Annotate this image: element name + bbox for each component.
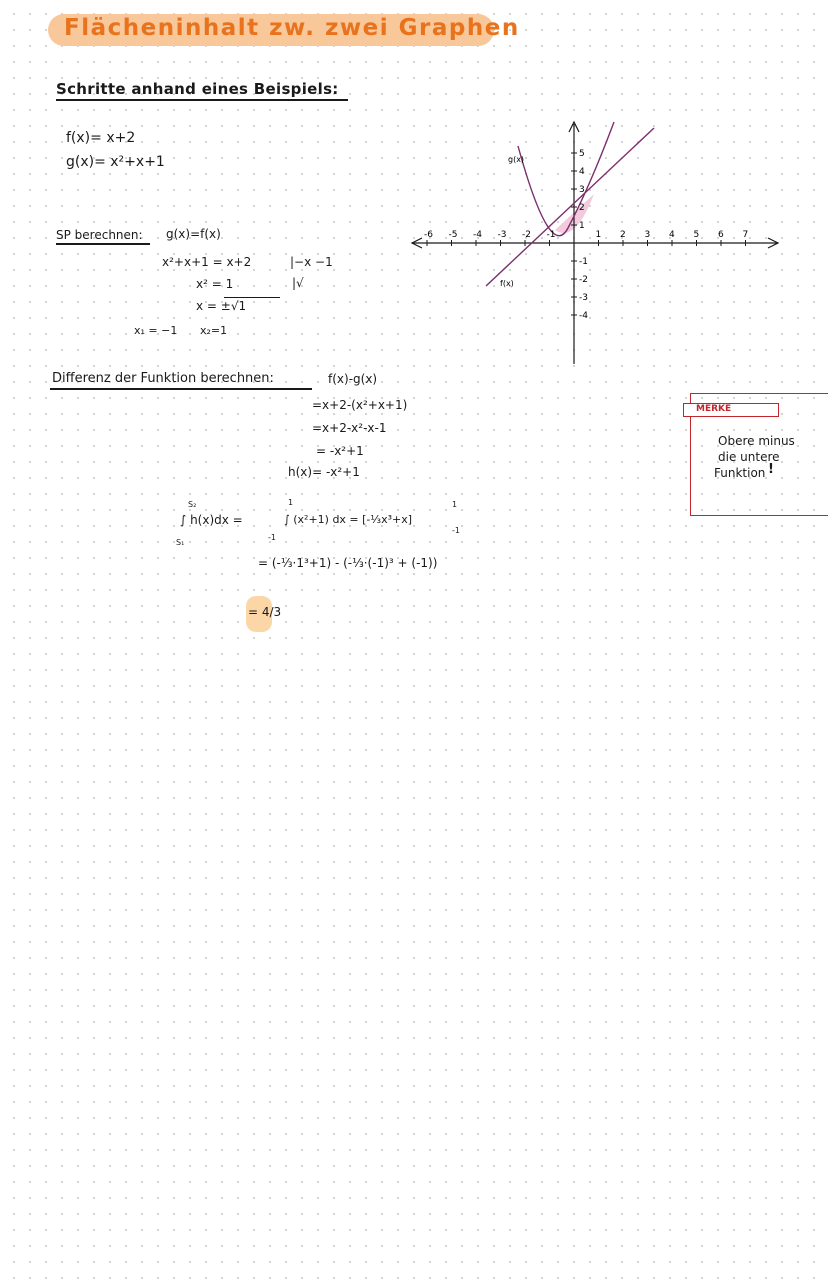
x-tick-label: -6 — [424, 230, 433, 240]
axis-ticks — [424, 149, 748, 321]
sp-line-3: x = ±√1 — [196, 299, 247, 313]
bracket-lower: -1 — [452, 526, 460, 535]
page-title: Flächeninhalt zw. zwei Graphen — [64, 15, 520, 41]
y-tick-label: -2 — [579, 275, 588, 285]
x-tick-label: -4 — [473, 230, 482, 240]
sp-equation: g(x)=f(x) — [166, 227, 221, 241]
merke-label: MERKE — [683, 403, 779, 417]
merke-line-3: Funktion — [714, 466, 766, 480]
x-tick-label: 6 — [718, 230, 724, 240]
y-tick-label: -1 — [579, 257, 588, 267]
integral-line-2: = (-⅓·1³+1) - (-⅓·(-1)³ + (-1)) — [258, 556, 438, 570]
function-f: f(x)= x+2 — [66, 130, 136, 146]
exclamation-icon: ! — [768, 462, 774, 477]
x-tick-label: -3 — [497, 230, 507, 240]
graph-label-g: g(x) — [508, 155, 525, 164]
integral-middle: ∫ (x²+1) dx = [-⅓x³+x] — [284, 513, 413, 526]
integral-lower-num: -1 — [268, 533, 276, 542]
x-tick-label: -5 — [448, 230, 458, 240]
difference-underline — [50, 388, 312, 390]
difference-heading: Differenz der Funktion berechnen: — [52, 371, 274, 386]
difference-line-1: =x+2-(x²+x+1) — [312, 398, 408, 412]
sp-x2: x₂=1 — [200, 324, 228, 337]
graph-label-f: f(x) — [500, 279, 514, 288]
y-tick-label: -4 — [579, 311, 588, 321]
coordinate-graph — [400, 110, 790, 370]
x-tick-label: 3 — [644, 230, 651, 240]
sp-line-2: x² = 1 — [196, 277, 234, 291]
integral-upper-num: 1 — [288, 498, 294, 507]
x-tick-label: 4 — [669, 230, 675, 240]
x-tick-label: 2 — [620, 230, 626, 240]
integral-lower-s: S₁ — [176, 538, 185, 547]
sp-op-2: |√ — [292, 276, 304, 290]
sp-heading: SP berechnen: — [56, 228, 143, 242]
difference-line-2: =x+2-x²-x-1 — [312, 421, 387, 435]
h-function: h(x)= -x²+1 — [288, 465, 360, 479]
bracket-upper: 1 — [452, 500, 458, 509]
integral-upper-s: S₂ — [188, 500, 197, 509]
x-tick-label: 1 — [595, 230, 602, 240]
f-line — [486, 128, 654, 286]
y-tick-label: 1 — [579, 221, 585, 231]
x-tick-label: 7 — [742, 230, 749, 240]
y-tick-label: -3 — [579, 293, 588, 303]
section-subtitle: Schritte anhand eines Beispiels: — [56, 80, 339, 98]
y-tick-label: 4 — [579, 167, 585, 177]
x-tick-label: -1 — [546, 230, 556, 240]
y-tick-label: 3 — [579, 185, 585, 195]
x-tick-label: 5 — [693, 230, 700, 240]
sp-op-1: |−x −1 — [290, 255, 333, 269]
function-g: g(x)= x²+x+1 — [66, 154, 165, 170]
difference-line-3: = -x²+1 — [316, 444, 364, 458]
subtitle-underline — [56, 99, 348, 101]
sp-x1: x₁ = −1 — [134, 324, 178, 337]
x-tick-label: -2 — [522, 230, 531, 240]
y-tick-label: 2 — [579, 203, 585, 213]
integral-result: = 4/3 — [248, 605, 282, 619]
merke-line-2: die untere — [718, 450, 780, 464]
sp-line-1: x²+x+1 = x+2 — [162, 255, 252, 269]
merke-line-1: Obere minus — [718, 434, 795, 448]
integral-left: ∫ h(x)dx = — [180, 513, 243, 527]
y-tick-label: 5 — [579, 149, 585, 159]
difference-expr: f(x)-g(x) — [328, 372, 378, 386]
sp-underline — [56, 243, 150, 245]
sqrt-bar — [224, 297, 280, 298]
